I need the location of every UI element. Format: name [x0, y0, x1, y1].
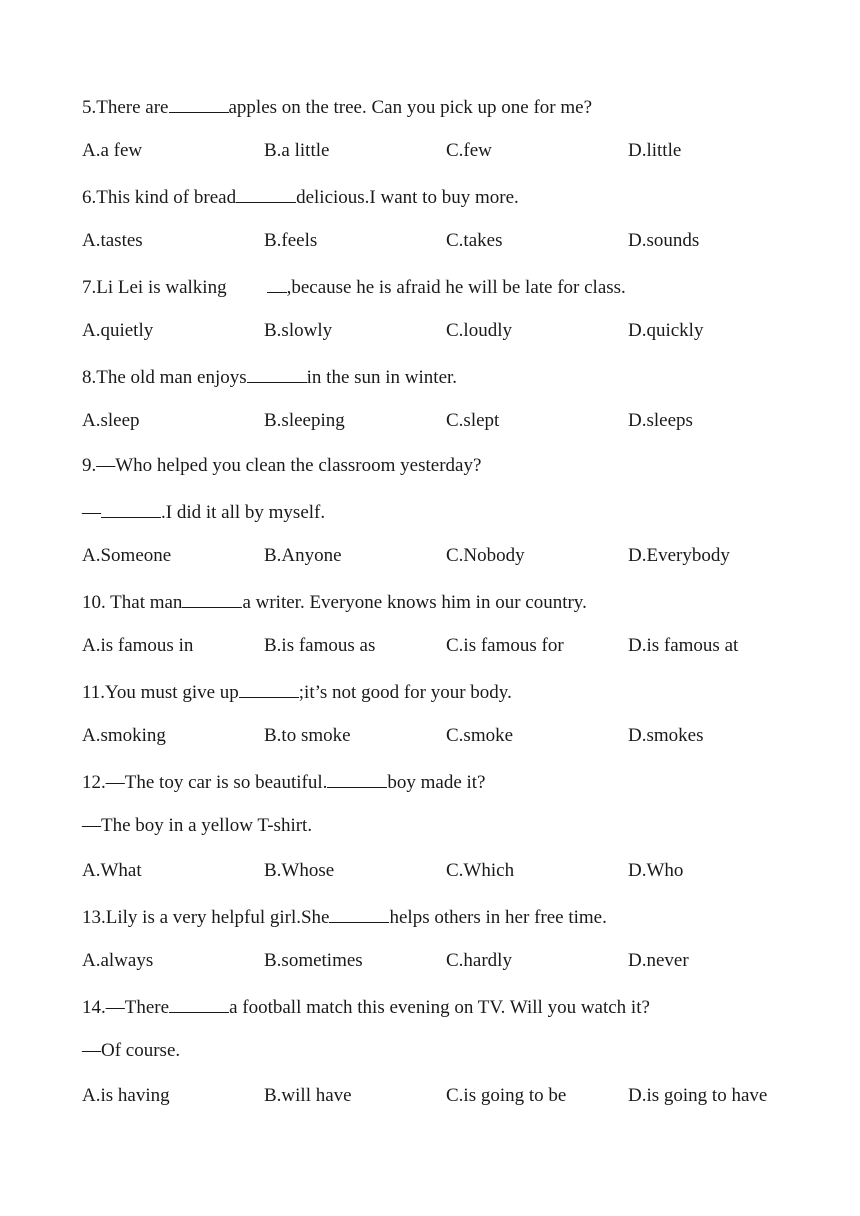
answer-blank	[247, 362, 307, 383]
question-12-reply-text: —The boy in a yellow T-shirt.	[82, 815, 313, 836]
option-b: B.feels	[264, 230, 318, 251]
option-b: B.Whose	[264, 860, 335, 881]
option-c: C.hardly	[446, 950, 512, 971]
question-9	[82, 452, 822, 497]
question-7-stem-end: ,because he is afraid he will be late for class.	[286, 277, 626, 298]
question-8	[82, 362, 822, 407]
question-14-reply	[82, 1037, 822, 1082]
question-7-stem-start: 7.Li Lei is walking	[82, 277, 227, 298]
question-9-reply-end: .I did it all by myself.	[161, 502, 326, 523]
option-d: D.is going to have	[628, 1085, 768, 1106]
question-5	[82, 92, 822, 137]
option-b: B.sleeping	[264, 410, 345, 431]
answer-blank	[169, 92, 229, 113]
option-c: C.is going to be	[446, 1085, 567, 1106]
option-d: D.Who	[628, 860, 684, 881]
question-9-options	[82, 542, 822, 587]
option-c: C.takes	[446, 230, 503, 251]
question-11	[82, 677, 822, 722]
question-11-options	[82, 722, 822, 767]
question-14	[82, 992, 822, 1037]
option-a: A.sleep	[82, 410, 140, 431]
option-b: B.slowly	[264, 320, 333, 341]
option-d: D.sleeps	[628, 410, 693, 431]
question-9-reply	[82, 497, 822, 542]
question-10-stem-start: 10. That man	[82, 592, 183, 613]
option-d: D.quickly	[628, 320, 704, 341]
option-a: A.a few	[82, 140, 143, 161]
question-12-stem-start: 12.—The toy car is so beautiful.	[82, 772, 328, 793]
question-6-stem-start: 6.This kind of bread	[82, 187, 237, 208]
question-12-reply	[82, 812, 822, 857]
option-a: A.What	[82, 860, 142, 881]
answer-blank	[169, 992, 229, 1013]
question-11-stem-start: 11.You must give up	[82, 682, 239, 703]
option-c: C.slept	[446, 410, 500, 431]
option-d: D.is famous at	[628, 635, 739, 656]
question-5-stem-start: 5.There are	[82, 97, 169, 118]
option-b: B.a little	[264, 140, 330, 161]
question-12	[82, 767, 822, 812]
option-a: A.Someone	[82, 545, 172, 566]
option-d: D.little	[628, 140, 682, 161]
answer-blank	[101, 497, 161, 518]
answer-blank	[182, 587, 242, 608]
question-5-stem-end: apples on the tree. Can you pick up one for me?	[228, 97, 593, 118]
question-10-stem-end: a writer. Everyone knows him in our country.	[242, 592, 587, 613]
option-c: C.few	[446, 140, 492, 161]
option-c: C.Which	[446, 860, 515, 881]
option-c: C.Nobody	[446, 545, 525, 566]
question-12-options	[82, 857, 822, 902]
question-5-options	[82, 137, 822, 182]
option-c: C.smoke	[446, 725, 514, 746]
option-b: B.Anyone	[264, 545, 342, 566]
question-11-stem-end: ;it’s not good for your body.	[298, 682, 512, 703]
question-12-stem-end: boy made it?	[387, 772, 486, 793]
question-14-stem-start: 14.—There	[82, 997, 170, 1018]
option-a: A.is having	[82, 1085, 170, 1106]
option-b: B.sometimes	[264, 950, 363, 971]
answer-blank	[329, 902, 389, 923]
question-14-options	[82, 1082, 822, 1127]
option-a: A.always	[82, 950, 154, 971]
answer-blank	[327, 767, 387, 788]
option-a: A.quietly	[82, 320, 154, 341]
answer-blank	[267, 272, 287, 293]
question-6-options	[82, 227, 822, 272]
option-a: A.tastes	[82, 230, 143, 251]
question-10	[82, 587, 822, 632]
question-8-stem-end: in the sun in winter.	[306, 367, 458, 388]
question-14-reply-text: —Of course.	[82, 1040, 181, 1061]
question-14-stem-end: a football match this evening on TV. Will you watch it?	[229, 997, 650, 1018]
option-c: C.is famous for	[446, 635, 564, 656]
question-13-stem-start: 13.Lily is a very helpful girl.She	[82, 907, 330, 928]
question-9-reply-start: —	[82, 502, 101, 523]
question-8-options	[82, 407, 822, 452]
question-6	[82, 182, 822, 227]
option-a: A.smoking	[82, 725, 166, 746]
option-d: D.Everybody	[628, 545, 730, 566]
question-13-stem-end: helps others in her free time.	[389, 907, 607, 928]
question-13-options	[82, 947, 822, 992]
option-d: D.smokes	[628, 725, 704, 746]
question-10-options	[82, 632, 822, 677]
option-a: A.is famous in	[82, 635, 194, 656]
option-b: B.to smoke	[264, 725, 351, 746]
option-d: D.sounds	[628, 230, 700, 251]
answer-blank	[236, 182, 296, 203]
question-13	[82, 902, 822, 947]
question-6-stem-end: delicious.I want to buy more.	[296, 187, 519, 208]
question-9-stem: 9.—Who helped you clean the classroom yesterday?	[82, 455, 482, 476]
answer-blank	[239, 677, 299, 698]
option-b: B.is famous as	[264, 635, 376, 656]
option-d: D.never	[628, 950, 689, 971]
option-c: C.loudly	[446, 320, 512, 341]
question-7	[82, 272, 822, 317]
option-b: B.will have	[264, 1085, 352, 1106]
exercise-page	[82, 92, 822, 1127]
question-8-stem-start: 8.The old man enjoys	[82, 367, 247, 388]
question-7-options	[82, 317, 822, 362]
